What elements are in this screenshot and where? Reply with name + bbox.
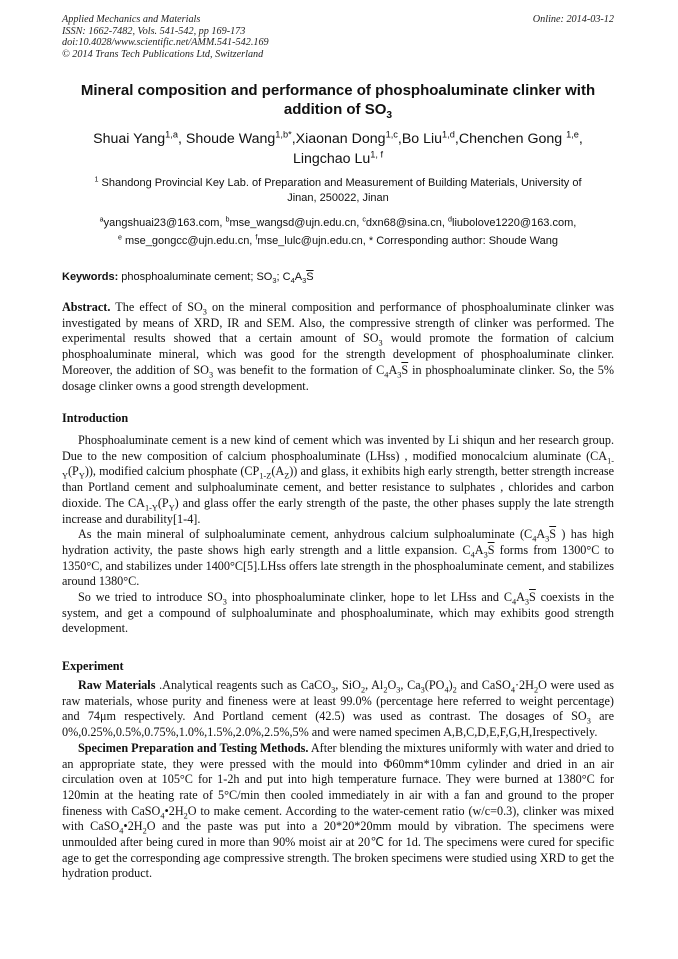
paragraph: Phosphoaluminate cement is a new kind of cement which was invented by Li shiqun and her research group. Due to the new composition of calcium phosphoaluminate (LHss) , modified monocalcium aluminate $(CA_{1-Y}(P_Y))$, modified calcium phosphate $(CP_{1-Z}(A_Z))$ and glass, it exhibits high early strength, better strength increase than Portland cement and sulphoaluminate cement, and better resistance to sulphates , chlorides and carbon dioxide. The $CA_{1-Y}(P_Y)$ and glass offer the early strength of the paste, the other phases supply the late strength increase and durability[1-4]. [62,433,615,526]
paragraph: Raw Materials .Analytical reagents such as CaCO$_3$, SiO$_2$, $Al_2O_3$, $Ca_3(PO_4)_2$ and $CaSO_4\cdot 2H_2O$ were used as raw materials, whose purity and fineness were at least 99.0% (percentage here referred to weight percentage) and 74μm respectively. And Portland cement (42.5) was used as contrast. The dosages of $SO_3$ are 0%,0.25%,0.5%,0.75%,1.0%,1.5%,2.0%,2.5%,5% and were named specimen A,B,C,D,E,F,G,H,Irespectively. [62,678,615,740]
title-line-1: Mineral composition and performance of phosphoaluminate clinker with [80,82,596,99]
experiment-body [62,678,614,882]
section-heading-experiment: Experiment [62,659,124,673]
author-line-1: Shuai Yang$^{1,a}$, Shoude Wang$^{1,b*}$,Xiaonan Dong$^{1,c}$,Bo Liu$^{1,d}$,Chenchen Gong $^{1,e}$, [93,129,583,147]
journal-header [62,14,614,60]
doi-line: doi:10.4028/www.scientific.net/AMM.541-542.169 [62,37,269,49]
abstract-label: Abstract. [62,300,111,314]
copyright-line: © 2014 Trans Tech Publications Ltd, Switzerland [62,48,264,60]
author-emails: $^a$yangshuai23@163.com, $^b$mse_wangsd@ujn.edu.cn, $^c$dxn68@sina.cn, $^d$liubolove1220@163.com, $^e$ mse_gongcc@ujn.edu.cn, $^f$mse_lulc@ujn.edu.cn, * Corresponding author: Shoude Wang [99,215,577,247]
author-line-2: Lingchao Lu$^{1, f}$ [292,149,384,167]
online-date: Online: 2014-03-12 [532,14,614,25]
affiliation: $^1$ Shandong Provincial Key Lab. of Preparation and Measurement of Building Materials, University of Jinan, 250022, Jinan [94,175,582,204]
paragraph: As the main mineral of sulphoaluminate cement, anhydrous calcium sulphoaluminate ($C_4A_3\overline{S}$ ) has high hydration activity, the paste shows high early strength and a little expansion. $C_4A_3\overline{S}$ forms from 1300°C to 1350°C, and stabilizes under 1400°C[5].LHss offers late strength in the phosphoaluminate cement, and stabilizes around 1380°C. [62,527,614,589]
journal-name: Applied Mechanics and Materials [62,14,201,25]
issn-line: ISSN: 1662-7482, Vols. 541-542, pp 169-173 [62,25,246,37]
paragraph: So we tried to introduce $SO_3$ into phosphoaluminate clinker, hope to let LHss and $C_4A_3\overline{S}$ coexists in the system, and get a compound of sulphoaluminate and phosphoaluminate, which may exhibits good strength development. [62,590,614,636]
section-heading-introduction: Introduction [62,411,129,425]
paper-title [62,82,614,119]
introduction-body [62,433,614,637]
paragraph: Specimen Preparation and Testing Methods. After blending the mixtures uniformly with water and dried to an appropriate state, they were pressed with the mould into Φ60mm*10mm cylinder and dried in an air circulation oven at 105°C for 1-2h and put into high temperature furnace. They were burned at 1380°C for 120min at the heating rate of 5°C/min then cooled immediately in air with a fan and ground to the proper fineness with $CaSO_4•2H_2O$ to make cement. According to the water-cement ratio (w/c=0.3), clinker was mixed with $CaSO_4•2H_2O$ and the paste was put into a 20*20*20mm mould by vibration. The specimens were unmoulded after being cured in more than 90% moist air at 20℃ for 1d. The specimens were cured for specific age to get the corresponding age compressive strength. The broken specimens were studied using XRD to get the hydration product. [62,740,615,881]
keywords: Keywords: phosphoaluminate cement; $SO_3$; $C_4A_3\overline{S}$ [62,271,314,286]
author-list [62,129,614,169]
keywords-label: Keywords: [62,271,119,283]
abstract: Abstract. The effect of $SO_3$ on the mineral composition and performance of phosphoaluminate clinker was investigated by means of XRD, IR and SEM. Also, the compressive strength of clinker was performed. The experimental results showed that a certain amount of $SO_3$ would promote the formation of calcium phosphoaluminate mineral, which was good for the strength development of phosphoaluminate clinker. Moreover, the addition of $SO_3$ was benefit to the formation of $C_4A_3\overline{S}$ in phosphoaluminate clinker. So, the 5% dosage clinker owns a good strength development. [62,300,615,393]
title-line-2: addition of $SO_3$ [283,100,393,121]
